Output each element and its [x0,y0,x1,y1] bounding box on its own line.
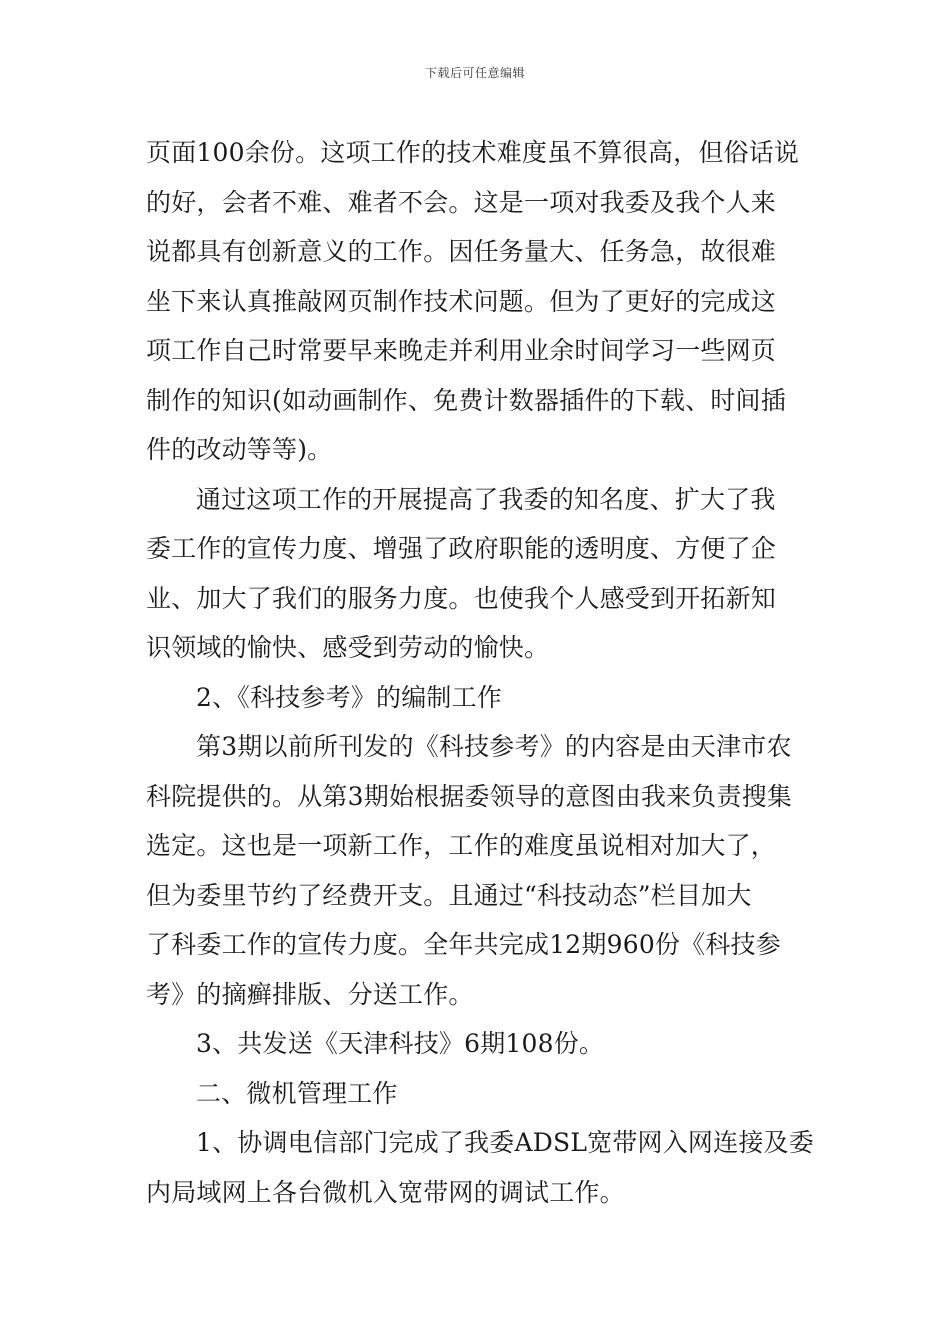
text-line: 件的改动等等)。 [146,435,333,464]
section-heading: 二、微机管理工作 [196,1078,398,1108]
paragraph-start-line: 第3期以前所刊发的《科技参考》的内容是由天津市农 [196,732,792,761]
page-header: 下载后可任意编辑 [424,66,525,80]
text-line: 考》的摘癣排版、分送工作。 [146,979,474,1009]
section-heading: 2、《科技参考》的编制工作 [196,682,503,712]
text-line: 识领域的愉快、感受到劳动的愉快。 [146,633,550,662]
text-line: 委工作的宣传力度、增强了政府职能的透明度、方便了企 [146,534,777,563]
text-line: 坐下来认真推敲网页制作技术问题。但为了更好的完成这 [146,286,777,316]
text-line: 说都具有创新意义的工作。因任务量大、任务急，故很难 [146,237,777,266]
paragraph-start-line: 通过这项工作的开展提高了我委的知名度、扩大了我 [196,484,776,514]
text-line: 页面100余份。这项工作的技术难度虽不算很高，但俗话说 [146,138,800,167]
text-line: 业、加大了我们的服务力度。也使我个人感受到开拓新知 [146,583,777,613]
paragraph-start-line: 1、协调电信部门完成了我委ADSL宽带网入网连接及委 [196,1128,814,1157]
text-line: 但为委里节约了经费开支。且通过“科技动态”栏目加大 [146,880,752,910]
section-heading: 3、共发送《天津科技》6期108份。 [196,1029,605,1058]
text-line: 选定。这也是一项新工作，工作的难度虽说相对加大了， [146,831,777,860]
text-line: 科院提供的。从第3期始根据委领导的意图由我来负责搜集 [146,781,793,811]
text-line: 了科委工作的宣传力度。全年共完成12期960份《科技参 [146,930,781,959]
text-line: 项工作自己时常要早来晚走并利用业余时间学习一些网页 [146,336,777,365]
text-line: 内局域网上各台微机入宽带网的调试工作。 [146,1177,625,1207]
text-line: 制作的知识(如动画制作、免费计数器插件的下载、时间插 [146,385,786,415]
document-body [146,128,814,1217]
text-line: 的好，会者不难、难者不会。这是一项对我委及我个人来 [146,187,777,217]
